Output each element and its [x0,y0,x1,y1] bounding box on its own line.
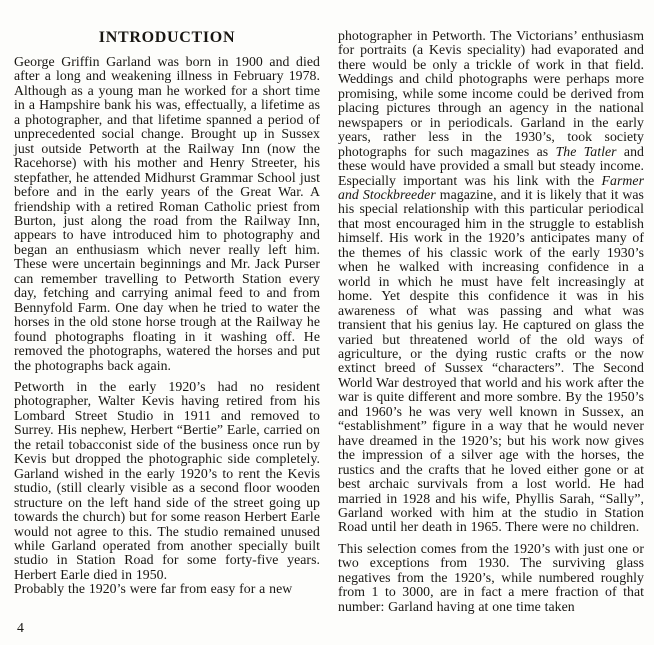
two-column-layout [14,29,645,621]
paragraph: Probably the 1920’s were far from easy for a new [14,581,293,597]
page-title: INTRODUCTION [98,29,236,46]
paragraph: George Griffin Garland was born in 1900 and died after a long and weakening illness in February 1978. Although as a young man he worked for a short time in a Hampshire bank his was, effectually, a lifetime as a photographer, and that lifetime spanned a period of unprecedented social change. Brought up in Sussex just outside Petworth at the Railway Inn (now the Racehorse) with his mother and Henry Streeter, his stepfather, he attended Midhurst Grammar School just before and in the early years of the Great War. A friendship with a retired Roman Catholic priest from Burton, just along the road from the Railway Inn, appears to have introduced him to photography and began an enthusiasm which never really left him. These were uncertain beginnings and Mr. Jack Purser can remember travelling to Petworth Station every day, fetching and carrying animal feed to and from Bennyfold Farm. One day when he tried to water the horses in the old stone horse trough at the Railway he found photographs floating in it washing off. He removed the photographs, watered the horses and put the photographs back again. [14,54,320,373]
paragraph: Petworth in the early 1920’s had no resident photographer, Walter Kevis having retired from his Lombard Street Studio in 1911 and removed to Surrey. His nephew, Herbert “Bertie” Earle, carried on the retail tobacconist side of the business once run by Kevis but dropped the photographic side completely. Garland wished in the early 1920’s to rent the Kevis studio, (still clearly visible as a second floor wooden structure on the left hand side of the street going up towards the church) but for some reason Herbert Earle would not agree to this. The studio remained unused while Garland operated from another specially built studio in Station Road for some forty-five years. Herbert Earle died in 1950. [14,378,320,582]
magazine-title-farmer-and-stockbreeder: Farmer and Stockbreeder [338,172,644,202]
right-column [338,29,644,621]
left-column [14,29,320,621]
paragraph-text: photographer in Petworth. The Victorians’ enthusiasm for portraits (a Kevis speciality) had evaporated and there would be only a trickle of work in that field. Weddings and child photographs were perhaps more promising, while some income could be derived from placing pictures through an agency in the national newspapers or in periodicals. Garland in the early years, rather less in the 1930’s, took society photographs for such magazines as [338,28,644,159]
paragraph: This selection comes from the 1920’s with just one or two exceptions from 1930. The surviving glass negatives from the 1920’s, while numbered roughly from 1 to 3000, are in fact a mere fraction of that number: Garland having at one time taken [338,540,644,614]
paragraph [338,29,644,535]
magazine-title-tatler: The Tatler [555,143,617,159]
paragraph-text: magazine, and it is likely that it was his special relationship with this particular periodical that most encouraged him in the struggle to establish himself. His work in the 1920’s anticipates many of the themes of his classic work of the early 1930’s when he walked with increasing confidence in a world in which he must have felt increasingly at home. Yet despite this confidence it was in his awareness of what was passing and what was transient that his genius lay. He captured on glass the varied but threatened world of the old ways of agriculture, or the dying rustic crafts or the now extinct breed of Sussex “characters”. The Second World War destroyed that world and his work after the war is quite different and more sombre. By the 1950’s and 1960’s he was very well known in Sussex, an “establishment” figure in a way that he would never have dreamed in the 1920’s; but his work now gives the impression of a silver age with the horses, the rustics and the crafts that he loved either gone or at best archaic survivals from a lost world. He had married in 1928 and his wife, Phyllis Sarah, “Sally”, Garland worked with him at the studio in Station Road until her death in 1965. There were no children. [338,186,644,535]
page-number: 4 [17,620,24,635]
paragraph-text: and these would have provided a small but steady income. Especially important was his link with the [338,143,644,188]
